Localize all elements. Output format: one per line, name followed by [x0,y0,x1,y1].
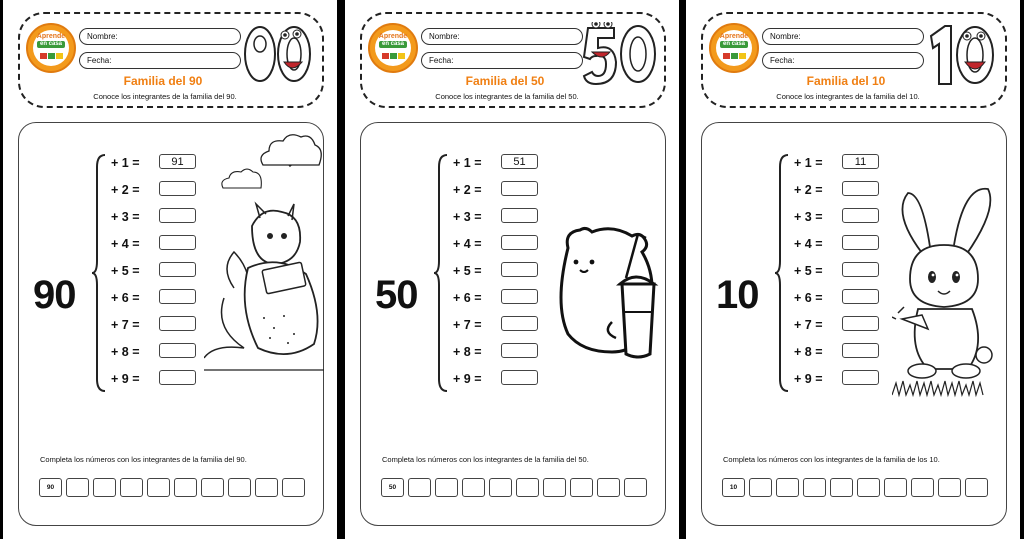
logo-text: Aprende [378,33,408,40]
answer-box[interactable] [842,235,879,250]
addition-row: + 9 = [111,370,211,390]
number-cell[interactable] [803,478,826,497]
name-label: Nombre: [87,32,118,41]
answer-box[interactable] [501,370,538,385]
addition-row: + 5 = [111,262,211,282]
addition-row: + 1 = 51 [453,154,553,174]
addition-row: + 7 = [111,316,211,336]
logo [709,23,759,73]
answer-box[interactable] [501,343,538,358]
exercise-panel [18,122,324,526]
number-cell[interactable] [408,478,431,497]
worksheet-subtitle: Conoce los integrantes de la familia del 50. [435,92,579,101]
date-field[interactable] [421,52,583,69]
addition-row: + 8 = [111,343,211,363]
addition-row: + 7 = [453,316,553,336]
answer-box[interactable] [842,370,879,385]
worksheet-familia-50 [345,0,679,539]
number-cell[interactable] [66,478,89,497]
name-field[interactable] [79,28,241,45]
date-label: Fecha: [770,56,795,65]
logo-text-sub: en casa [37,41,65,48]
number-cell[interactable] [857,478,880,497]
date-field[interactable] [79,52,241,69]
addition-row: + 9 = [453,370,553,390]
name-field[interactable] [421,28,583,45]
name-field[interactable] [762,28,924,45]
number-cell[interactable] [597,478,620,497]
answer-box[interactable] [501,181,538,196]
answer-box[interactable] [501,262,538,277]
number-cell[interactable] [938,478,961,497]
number-cell[interactable] [174,478,197,497]
answer-box[interactable] [842,208,879,223]
curly-brace [775,153,789,393]
number-cell[interactable] [624,478,647,497]
instruction-text: Completa los números con los integrantes de la familia del 50. [382,455,589,464]
answer-box[interactable] [159,343,196,358]
base-number: 10 [716,273,759,317]
worksheet-header [360,12,666,108]
logo-text-sub: en casa [720,41,748,48]
answer-box[interactable]: 11 [842,154,879,169]
logo-text: Aprende [36,33,66,40]
addition-row: + 3 = [111,208,211,228]
addition-row: + 6 = [453,289,553,309]
base-number: 90 [33,273,76,317]
worksheet-header [18,12,324,108]
number-cell[interactable] [965,478,988,497]
number-cell[interactable] [462,478,485,497]
addition-row: + 1 = 91 [111,154,211,174]
answer-box[interactable] [159,262,196,277]
addition-row: + 4 = [111,235,211,255]
answer-box[interactable] [159,289,196,304]
answer-box[interactable] [159,316,196,331]
cartoon-number-90 [240,22,316,86]
worksheet-title: Familia del 90 [123,74,203,88]
addition-row: + 1 = 11 [794,154,894,174]
answer-box[interactable] [842,262,879,277]
cloud-icon [257,133,323,171]
number-cell[interactable] [435,478,458,497]
addition-row: + 6 = [111,289,211,309]
number-cell[interactable] [228,478,251,497]
addition-row: + 4 = [794,235,894,255]
base-number: 50 [375,273,418,317]
addition-row: + 5 = [453,262,553,282]
number-cell[interactable] [489,478,512,497]
logo [26,23,76,73]
answer-box[interactable] [159,370,196,385]
addition-row: + 9 = [794,370,894,390]
addition-row: + 3 = [794,208,894,228]
addition-row: + 2 = [794,181,894,201]
logo-text: Aprende [719,33,749,40]
curly-brace [434,153,448,393]
worksheet-subtitle: Conoce los integrantes de la familia del 10. [776,92,920,101]
answer-box[interactable] [842,343,879,358]
date-field[interactable] [762,52,924,69]
worksheet-title: Familia del 50 [465,74,545,88]
addition-row: + 4 = [453,235,553,255]
number-cell[interactable] [749,478,772,497]
answer-box[interactable] [501,208,538,223]
answer-box[interactable] [159,235,196,250]
answer-box[interactable] [159,208,196,223]
answer-box[interactable] [842,316,879,331]
instruction-text: Completa los números con los integrantes de la familia de los 10. [723,455,940,464]
addition-row: + 2 = [453,181,553,201]
cloud-icon [219,168,265,192]
number-cell[interactable] [255,478,278,497]
addition-row: + 2 = [111,181,211,201]
addition-row: + 5 = [794,262,894,282]
worksheet-subtitle: Conoce los integrantes de la familia del 90. [93,92,237,101]
number-cell[interactable]: 10 [722,478,745,497]
bear-with-drink-illustration [546,218,661,378]
answer-box[interactable] [501,289,538,304]
instruction-text: Completa los números con los integrantes de la familia del 90. [40,455,247,464]
answer-box[interactable] [501,235,538,250]
cartoon-number-50 [582,22,658,86]
logo [368,23,418,73]
number-cell[interactable]: 50 [381,478,404,497]
number-cell[interactable]: 90 [39,478,62,497]
date-label: Fecha: [87,56,112,65]
answer-box[interactable]: 51 [501,154,538,169]
answer-box[interactable] [501,316,538,331]
number-cell[interactable] [911,478,934,497]
worksheet-familia-90 [3,0,337,539]
addition-row: + 8 = [794,343,894,363]
number-cell[interactable] [516,478,539,497]
cartoon-number-10 [923,22,999,86]
name-label: Nombre: [770,32,801,41]
number-cell[interactable] [201,478,224,497]
answer-box[interactable]: 91 [159,154,196,169]
addition-row: + 6 = [794,289,894,309]
date-label: Fecha: [429,56,454,65]
worksheet-header [701,12,1007,108]
number-cell[interactable] [543,478,566,497]
number-cell[interactable] [120,478,143,497]
worksheet-familia-10 [686,0,1020,539]
number-cell[interactable] [830,478,853,497]
worksheet-title: Familia del 10 [806,74,886,88]
answer-box[interactable] [159,181,196,196]
addition-row: + 8 = [453,343,553,363]
number-cell[interactable] [884,478,907,497]
exercise-panel [701,122,1007,526]
curly-brace [92,153,106,393]
number-cell[interactable] [570,478,593,497]
number-cell[interactable] [93,478,116,497]
answer-box[interactable] [842,181,879,196]
name-label: Nombre: [429,32,460,41]
addition-row: + 7 = [794,316,894,336]
answer-box[interactable] [842,289,879,304]
addition-row: + 3 = [453,208,553,228]
number-cell[interactable] [282,478,305,497]
number-cell[interactable] [776,478,799,497]
number-cell[interactable] [147,478,170,497]
exercise-panel [360,122,666,526]
logo-text-sub: en casa [379,41,407,48]
bunny-with-carrot-illustration [892,183,1004,403]
